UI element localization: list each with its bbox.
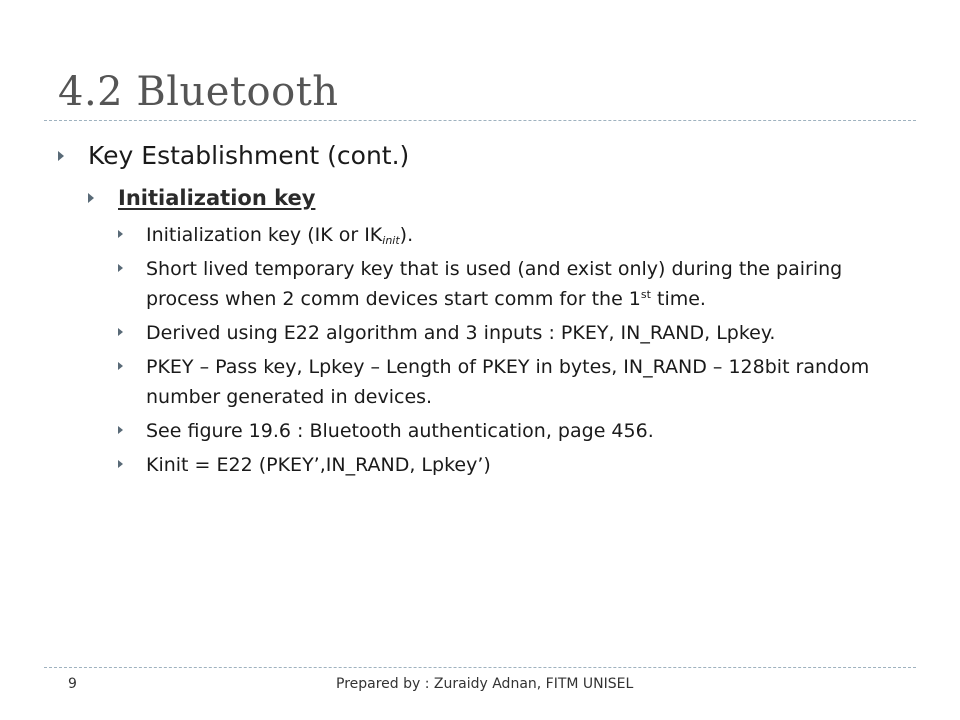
bullet-item <box>118 450 906 480</box>
slide-content <box>58 136 918 484</box>
bullet-item <box>118 220 906 250</box>
bullet-item <box>118 352 906 412</box>
triangle-bullet-icon <box>58 151 64 161</box>
bullet-text: Short lived temporary key that is used (and exist only) during the pairing process when 2 comm devices start comm for the 1 <box>146 258 843 310</box>
subheading-text: Initialization key <box>118 186 316 210</box>
triangle-bullet-icon <box>118 230 123 238</box>
bullet-text: PKEY – Pass key, Lpkey – Length of PKEY in bytes, IN_RAND – 128bit random number generated in devices. <box>146 356 870 408</box>
triangle-bullet-icon <box>118 426 123 434</box>
bullet-level2 <box>88 182 918 214</box>
bullet-text-tail: ). <box>399 224 414 246</box>
bullet-text: Kinit = E22 (PKEY’,IN_RAND, Lpkey’) <box>146 454 491 476</box>
page-number: 9 <box>68 676 77 692</box>
bullet-level1 <box>58 136 918 176</box>
slide-title: 4.2 Bluetooth <box>58 69 339 115</box>
triangle-bullet-icon <box>118 362 123 370</box>
bullet-subscript: init <box>382 234 400 247</box>
triangle-bullet-icon <box>118 460 123 468</box>
heading-text: Key Establishment (cont.) <box>88 141 410 170</box>
title-divider <box>44 120 916 121</box>
triangle-bullet-icon <box>88 193 94 203</box>
bullet-item <box>118 318 906 348</box>
bullet-item <box>118 254 906 314</box>
bullet-text: See figure 19.6 : Bluetooth authentication, page 456. <box>146 420 654 442</box>
bullet-text: Initialization key (IK or IK <box>146 224 383 246</box>
triangle-bullet-icon <box>118 328 123 336</box>
bullet-list <box>118 220 918 480</box>
bullet-text: Derived using E22 algorithm and 3 inputs : PKEY, IN_RAND, Lpkey. <box>146 322 776 344</box>
bullet-text-tail: time. <box>650 288 706 310</box>
footer-credit: Prepared by : Zuraidy Adnan, FITM UNISEL <box>336 676 634 692</box>
bullet-item <box>118 416 906 446</box>
triangle-bullet-icon <box>118 264 123 272</box>
footer-divider <box>44 667 916 668</box>
bullet-superscript: st <box>640 288 651 301</box>
